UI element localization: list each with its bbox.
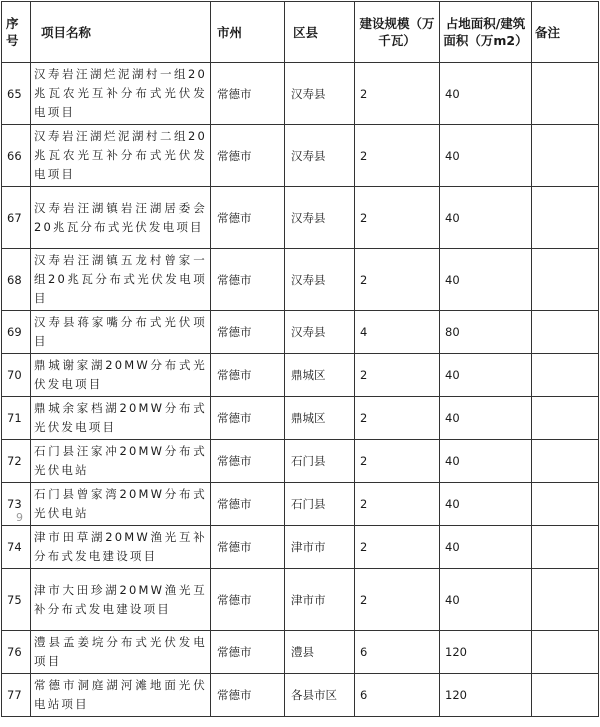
table-row [2, 63, 599, 125]
cell-scale: 2 [355, 483, 440, 526]
cell-note [532, 674, 599, 717]
cell-city: 常德市 [211, 311, 285, 354]
cell-scale: 6 [355, 631, 440, 674]
cell-city: 常德市 [211, 63, 285, 125]
cell-county: 津市市 [285, 526, 355, 569]
cell-no: 74 [2, 526, 31, 569]
table-row [2, 125, 599, 187]
table-row [2, 569, 599, 631]
cell-area: 40 [440, 440, 532, 483]
cell-scale: 2 [355, 569, 440, 631]
header-no: 序号 [2, 2, 31, 63]
cell-county: 鼎城区 [285, 397, 355, 440]
cell-city: 常德市 [211, 569, 285, 631]
cell-no: 65 [2, 63, 31, 125]
header-row [2, 2, 599, 63]
cell-note [532, 569, 599, 631]
cell-scale: 6 [355, 674, 440, 717]
cell-area: 40 [440, 249, 532, 311]
table-row [2, 354, 599, 397]
cell-city: 常德市 [211, 187, 285, 249]
cell-area: 40 [440, 125, 532, 187]
cell-county: 鼎城区 [285, 354, 355, 397]
header-note: 备注 [532, 2, 599, 63]
cell-city: 常德市 [211, 125, 285, 187]
cell-county: 汉寿县 [285, 249, 355, 311]
cell-no: 71 [2, 397, 31, 440]
cell-county: 汉寿县 [285, 311, 355, 354]
cell-city: 常德市 [211, 354, 285, 397]
table-row [2, 397, 599, 440]
cell-note [532, 125, 599, 187]
cell-no: 68 [2, 249, 31, 311]
cell-county: 各县市区 [285, 674, 355, 717]
cell-scale: 2 [355, 526, 440, 569]
cell-scale: 2 [355, 440, 440, 483]
cell-area: 80 [440, 311, 532, 354]
cell-county: 石门县 [285, 483, 355, 526]
cell-name: 澧县孟姜垸分布式光伏发电项目 [31, 631, 211, 674]
cell-note [532, 354, 599, 397]
stray-mark: 9 [16, 511, 23, 524]
cell-scale: 2 [355, 249, 440, 311]
cell-area: 40 [440, 187, 532, 249]
cell-scale: 2 [355, 397, 440, 440]
cell-city: 常德市 [211, 249, 285, 311]
cell-county: 汉寿县 [285, 63, 355, 125]
cell-no: 75 [2, 569, 31, 631]
cell-area: 120 [440, 631, 532, 674]
cell-name: 汉寿岩汪湖镇岩汪湖居委会20兆瓦分布式光伏发电项目 [31, 187, 211, 249]
cell-area: 40 [440, 63, 532, 125]
cell-city: 常德市 [211, 397, 285, 440]
cell-county: 汉寿县 [285, 187, 355, 249]
cell-note [532, 249, 599, 311]
cell-scale: 2 [355, 354, 440, 397]
cell-city: 常德市 [211, 674, 285, 717]
cell-area: 40 [440, 526, 532, 569]
cell-county: 汉寿县 [285, 125, 355, 187]
cell-name: 汉寿县蒋家嘴分布式光伏项目 [31, 311, 211, 354]
table-row [2, 526, 599, 569]
header-scale: 建设规模（万千瓦） [355, 2, 440, 63]
cell-area: 40 [440, 397, 532, 440]
cell-note [532, 440, 599, 483]
cell-county: 津市市 [285, 569, 355, 631]
cell-no: 72 [2, 440, 31, 483]
cell-no: 66 [2, 125, 31, 187]
project-table [1, 1, 599, 717]
table-row [2, 187, 599, 249]
table-row [2, 249, 599, 311]
cell-name: 鼎城谢家湖20MW分布式光伏发电项目 [31, 354, 211, 397]
cell-name: 津市田草湖20MW渔光互补分布式发电建设项目 [31, 526, 211, 569]
cell-area: 40 [440, 569, 532, 631]
cell-note [532, 397, 599, 440]
cell-note [532, 526, 599, 569]
cell-name: 汉寿岩汪湖烂泥湖村二组20兆瓦农光互补分布式光伏发电项目 [31, 125, 211, 187]
cell-name: 石门县曾家湾20MW分布式光伏电站 [31, 483, 211, 526]
cell-scale: 4 [355, 311, 440, 354]
cell-no: 73 [2, 483, 31, 526]
table-row [2, 483, 599, 526]
header-city: 市州 [211, 2, 285, 63]
cell-no: 76 [2, 631, 31, 674]
cell-county: 澧县 [285, 631, 355, 674]
cell-name: 石门县汪家冲20MW分布式光伏电站 [31, 440, 211, 483]
cell-note [532, 483, 599, 526]
table-row [2, 311, 599, 354]
cell-no: 69 [2, 311, 31, 354]
cell-note [532, 311, 599, 354]
cell-city: 常德市 [211, 440, 285, 483]
cell-name: 汉寿岩汪湖烂泥湖村一组20兆瓦农光互补分布式光伏发电项目 [31, 63, 211, 125]
table-row [2, 674, 599, 717]
cell-name: 汉寿岩汪湖镇五龙村曾家一组20兆瓦分布式光伏发电项目 [31, 249, 211, 311]
cell-county: 石门县 [285, 440, 355, 483]
header-area: 占地面积/建筑面积（万m2） [440, 2, 532, 63]
cell-note [532, 631, 599, 674]
cell-area: 40 [440, 483, 532, 526]
cell-note [532, 63, 599, 125]
table-row [2, 440, 599, 483]
table-row [2, 631, 599, 674]
cell-note [532, 187, 599, 249]
cell-name: 鼎城余家档湖20MW分布式光伏发电项目 [31, 397, 211, 440]
cell-name: 常德市洞庭湖河滩地面光伏电站项目 [31, 674, 211, 717]
cell-city: 常德市 [211, 631, 285, 674]
header-county: 区县 [285, 2, 355, 63]
cell-no: 67 [2, 187, 31, 249]
cell-no: 70 [2, 354, 31, 397]
header-name: 项目名称 [31, 2, 211, 63]
cell-scale: 2 [355, 125, 440, 187]
cell-scale: 2 [355, 63, 440, 125]
cell-no: 77 [2, 674, 31, 717]
cell-city: 常德市 [211, 483, 285, 526]
cell-area: 40 [440, 354, 532, 397]
cell-name: 津市大田珍湖20MW渔光互补分布式发电建设项目 [31, 569, 211, 631]
cell-city: 常德市 [211, 526, 285, 569]
cell-scale: 2 [355, 187, 440, 249]
cell-area: 120 [440, 674, 532, 717]
